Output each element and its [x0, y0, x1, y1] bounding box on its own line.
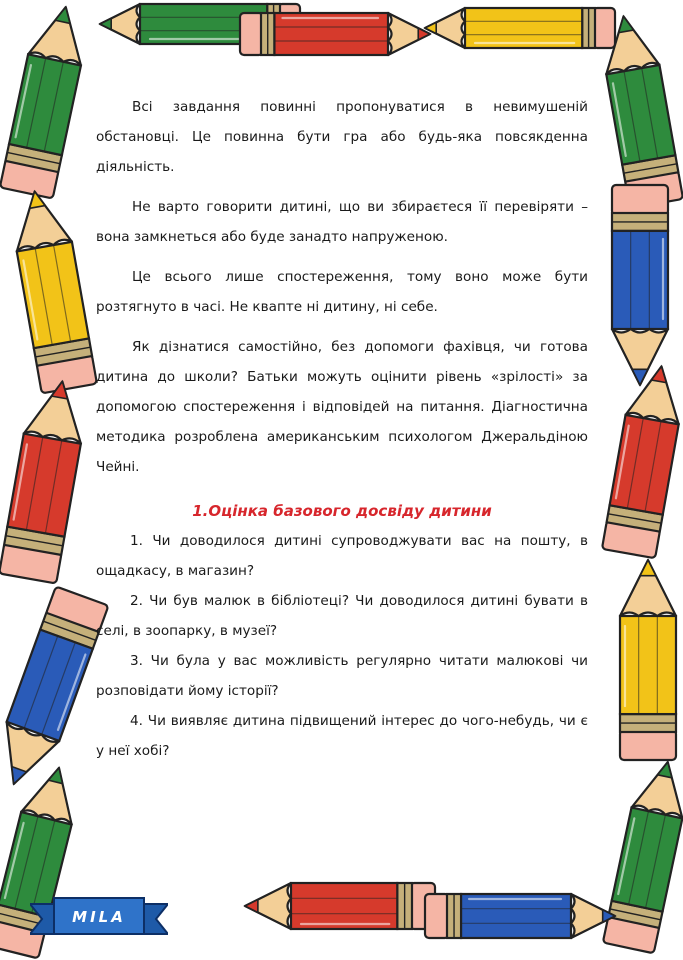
pencil-top-2: [240, 13, 430, 55]
section-heading: 1.Оцінка базового досвіду дитини: [192, 502, 492, 520]
pencil-left-2: [7, 187, 97, 394]
badge-text: MILA: [72, 908, 126, 926]
pencil-left-4: [0, 586, 109, 793]
article-body: [96, 92, 588, 766]
pencil-bottom-1: [245, 883, 435, 929]
question-4: 4. Чи виявляє дитина підвищений інтерес до чого-небудь, чи є у неї хобі?: [96, 713, 588, 759]
pencil-right-3: [602, 362, 683, 558]
mila-badge: [30, 882, 168, 952]
paragraph-2: Не варто говорити дитині, що ви збираєтеся її перевіряти – вона замкнеться або буде занадто напруженою.: [96, 199, 588, 245]
pencil-top-3: [425, 8, 615, 48]
pencil-right-5: [603, 757, 683, 954]
pencil-right-2: [612, 185, 668, 385]
paragraph-3: Це всього лише спостереження, тому воно може бути розтягнуто в часі. Не квапте ні дитину, ні себе.: [96, 269, 588, 315]
question-1: 1. Чи доводилося дитині супроводжувати вас на пошту, в ощадкасу, в магазин?: [96, 533, 588, 579]
pencil-left-1: [0, 1, 92, 198]
paragraph-4: Як дізнатися самостійно, без допомоги фахівця, чи готова дитина до школи? Батьки можуть оцінити рівень «зрілості» за допомогою спостереження і відповідей на питання. Діагностична методика розроблена американським психологом Джеральдіною Чейні.: [96, 339, 588, 475]
question-3: 3. Чи була у вас можливість регулярно читати малюкові чи розповідати йому історії?: [96, 653, 588, 699]
pencil-right-4: [620, 560, 676, 760]
question-2: 2. Чи був малюк в бібліотеці? Чи доводилося дитині бувати в селі, в зоопарку, в музеї?: [96, 593, 588, 639]
pencil-left-3: [0, 376, 91, 583]
pencil-bottom-2: [425, 894, 615, 938]
paragraph-1: Всі завдання повинні пропонуватися в невимушеній обстановці. Це повинна бути гра або будь-яка повсякденна діяльність.: [96, 99, 588, 175]
